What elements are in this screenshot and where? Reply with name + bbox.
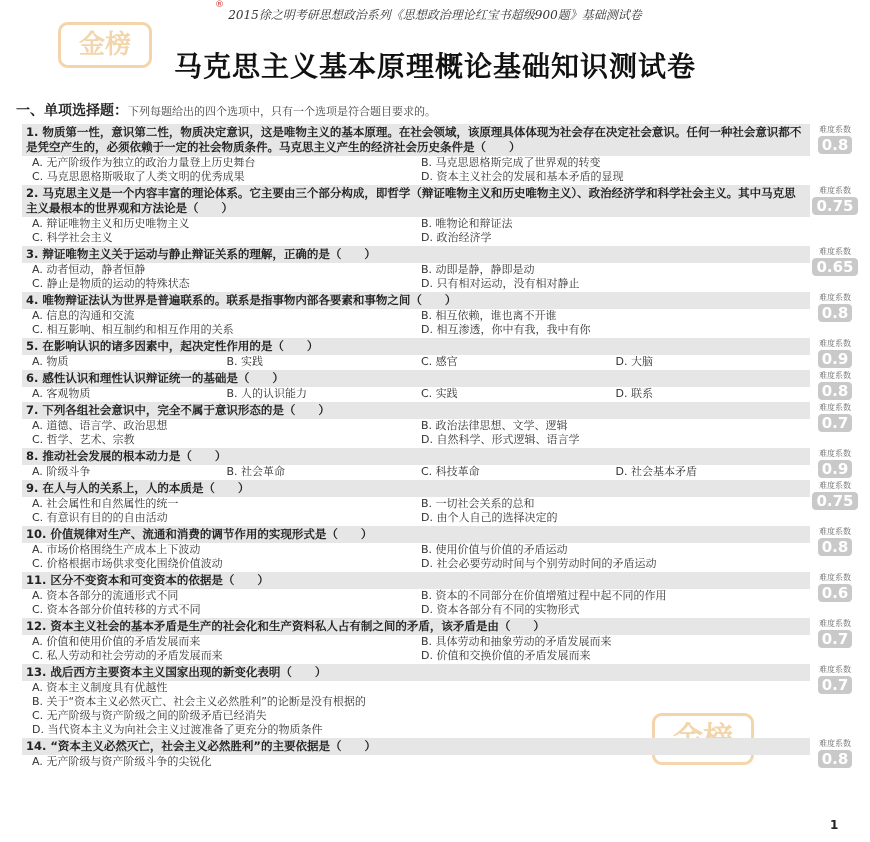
difficulty-label: 难度系数 — [819, 403, 851, 412]
option-c: C. 私人劳动和社会劳动的矛盾发展而来 — [32, 649, 223, 662]
difficulty-label: 难度系数 — [819, 739, 851, 748]
page-title: 马克思主义基本原理概论基础知识测试卷 — [173, 50, 696, 83]
difficulty-badge — [812, 292, 858, 322]
difficulty-badge — [812, 526, 858, 556]
options-group — [22, 217, 810, 245]
question-item — [22, 618, 858, 663]
question-text: 5. 在影响认识的诸多因素中，起决定性作用的是（ ） — [22, 338, 810, 355]
option-b: B. 动即是静，静即是动 — [421, 263, 535, 276]
option-a: A. 资本主义制度具有优越性 — [32, 681, 168, 694]
option-b: B. 实践 — [226, 355, 264, 368]
option-b: B. 政治法律思想、文学、逻辑 — [421, 419, 568, 432]
option-d: D. 只有相对运动，没有相对静止 — [421, 277, 580, 290]
difficulty-value: 0.7 — [818, 630, 853, 648]
difficulty-value: 0.7 — [818, 676, 853, 694]
options-group — [22, 681, 810, 737]
option-a: A. 无产阶级与资产阶级斗争的尖锐化 — [32, 755, 212, 768]
difficulty-value: 0.8 — [818, 382, 853, 400]
options-group — [22, 355, 810, 369]
jinbang-stamp-logo: 金榜 — [58, 22, 152, 68]
option-b: B. 一切社会关系的总和 — [421, 497, 535, 510]
difficulty-badge — [812, 618, 858, 648]
question-item — [22, 338, 858, 369]
option-a: A. 社会属性和自然属性的统一 — [32, 497, 179, 510]
question-item — [22, 292, 858, 337]
option-d: D. 联系 — [615, 387, 653, 400]
question-item — [22, 402, 858, 447]
difficulty-label: 难度系数 — [819, 247, 851, 256]
difficulty-value: 0.65 — [812, 258, 857, 276]
option-b: B. 关于“资本主义必然灭亡、社会主义必然胜利”的论断是没有根据的 — [32, 695, 366, 708]
option-a: A. 阶级斗争 — [32, 465, 91, 478]
question-text: 9. 在人与人的关系上，人的本质是（ ） — [22, 480, 810, 497]
option-c: C. 哲学、艺术、宗教 — [32, 433, 135, 446]
difficulty-label: 难度系数 — [819, 449, 851, 458]
section-heading — [16, 100, 436, 120]
difficulty-badge — [812, 448, 858, 478]
difficulty-value: 0.6 — [818, 584, 853, 602]
difficulty-label: 难度系数 — [819, 293, 851, 302]
option-a: A. 物质 — [32, 355, 69, 368]
options-group — [22, 589, 810, 617]
option-c: C. 马克思恩格斯吸取了人类文明的优秀成果 — [32, 170, 245, 183]
options-group — [22, 497, 810, 525]
options-group — [22, 263, 810, 291]
question-item — [22, 448, 858, 479]
section-heading-label: 一、单项选择题： — [16, 103, 128, 119]
option-a: A. 资本各部分的流通形式不同 — [32, 589, 179, 602]
difficulty-badge — [812, 402, 858, 432]
option-c: C. 静止是物质的运动的特殊状态 — [32, 277, 190, 290]
option-a: A. 辩证唯物主义和历史唯物主义 — [32, 217, 190, 230]
difficulty-label: 难度系数 — [819, 619, 851, 628]
option-a: A. 道德、语言学、政治思想 — [32, 419, 168, 432]
question-item — [22, 664, 858, 737]
options-group — [22, 419, 810, 447]
question-text: 12. 资本主义社会的基本矛盾是生产的社会化和生产资料私人占有制之间的矛盾，该矛盾是由（ ） — [22, 618, 810, 635]
option-b: B. 具体劳动和抽象劳动的矛盾发展而来 — [421, 635, 612, 648]
option-a: A. 市场价格围绕生产成本上下波动 — [32, 543, 201, 556]
option-b: B. 人的认识能力 — [226, 387, 308, 400]
question-text: 14. “资本主义必然灭亡，社会主义必然胜利”的主要依据是（ ） — [22, 738, 810, 755]
options-group — [22, 465, 810, 479]
difficulty-value: 0.75 — [812, 197, 857, 215]
option-a: A. 价值和使用价值的矛盾发展而来 — [32, 635, 201, 648]
difficulty-label: 难度系数 — [819, 186, 851, 195]
option-d: D. 价值和交换价值的矛盾发展而来 — [421, 649, 591, 662]
option-c: C. 科技革命 — [421, 465, 480, 478]
difficulty-label: 难度系数 — [819, 371, 851, 380]
difficulty-label: 难度系数 — [819, 339, 851, 348]
question-item — [22, 124, 858, 184]
question-item — [22, 246, 858, 291]
difficulty-badge — [812, 124, 858, 154]
difficulty-badge — [812, 738, 858, 768]
difficulty-badge — [812, 664, 858, 694]
question-text: 7. 下列各组社会意识中，完全不属于意识形态的是（ ） — [22, 402, 810, 419]
option-b: B. 资本的不同部分在价值增殖过程中起不同的作用 — [421, 589, 667, 602]
difficulty-value: 0.8 — [818, 136, 853, 154]
option-c: C. 无产阶级与资产阶级之间的阶级矛盾已经消失 — [32, 709, 267, 722]
option-d: D. 社会必要劳动时间与个别劳动时间的矛盾运动 — [421, 557, 657, 570]
option-c: C. 有意识有目的的自由活动 — [32, 511, 168, 524]
registered-mark: ® — [215, 0, 224, 10]
difficulty-label: 难度系数 — [819, 573, 851, 582]
option-d: D. 当代资本主义为向社会主义过渡准备了更充分的物质条件 — [32, 723, 323, 736]
option-d: D. 相互渗透，你中有我，我中有你 — [421, 323, 591, 336]
option-a: A. 信息的沟通和交流 — [32, 309, 135, 322]
question-item — [22, 738, 858, 769]
difficulty-label: 难度系数 — [819, 665, 851, 674]
question-item — [22, 526, 858, 571]
option-d: D. 社会基本矛盾 — [615, 465, 697, 478]
page-number: 1 — [830, 818, 839, 832]
difficulty-badge — [812, 338, 858, 368]
options-group — [22, 755, 810, 769]
option-d: D. 自然科学、形式逻辑、语言学 — [421, 433, 580, 446]
difficulty-badge — [812, 246, 858, 276]
question-text: 13. 战后西方主要资本主义国家出现的新变化表明（ ） — [22, 664, 810, 681]
option-d: D. 资本主义社会的发展和基本矛盾的显现 — [421, 170, 624, 183]
question-text: 11. 区分不变资本和可变资本的依据是（ ） — [22, 572, 810, 589]
question-list — [22, 124, 858, 770]
option-c: C. 资本各部分价值转移的方式不同 — [32, 603, 201, 616]
option-d: D. 大脑 — [615, 355, 653, 368]
difficulty-label: 难度系数 — [819, 125, 851, 134]
option-c: C. 感官 — [421, 355, 458, 368]
question-text: 2. 马克思主义是一个内容丰富的理论体系。它主要由三个部分构成，即哲学（辩证唯物主义和历史唯物主义）、政治经济学和科学社会主义。其中马克思主义最根本的世界观和方法论是（ ） — [22, 185, 810, 217]
question-item — [22, 185, 858, 245]
difficulty-value: 0.8 — [818, 538, 853, 556]
option-b: B. 社会革命 — [226, 465, 286, 478]
section-instruction: 下列每题给出的四个选项中，只有一个选项是符合题目要求的。 — [128, 105, 436, 118]
difficulty-value: 0.7 — [818, 414, 853, 432]
difficulty-badge — [812, 370, 858, 400]
option-a: A. 无产阶级作为独立的政治力量登上历史舞台 — [32, 156, 256, 169]
difficulty-value: 0.8 — [818, 304, 853, 322]
difficulty-value: 0.8 — [818, 750, 853, 768]
question-item — [22, 370, 858, 401]
options-group — [22, 635, 810, 663]
option-c: C. 科学社会主义 — [32, 231, 113, 244]
option-c: C. 实践 — [421, 387, 458, 400]
option-b: B. 使用价值与价值的矛盾运动 — [421, 543, 568, 556]
question-text: 4. 唯物辩证法认为世界是普遍联系的。联系是指事物内部各要素和事物之间（ ） — [22, 292, 810, 309]
difficulty-label: 难度系数 — [819, 527, 851, 536]
difficulty-value: 0.9 — [818, 350, 853, 368]
question-text: 8. 推动社会发展的根本动力是（ ） — [22, 448, 810, 465]
difficulty-value: 0.75 — [812, 492, 857, 510]
options-group — [22, 309, 810, 337]
question-text: 1. 物质第一性，意识第二性，物质决定意识，这是唯物主义的基本原理。在社会领域，该原理具体体现为社会存在决定社会意识。任何一种社会意识都不是凭空产生的，必须依赖于一定的社会物质条件。马克思主义产生的经济社会历史条件是（ ） — [22, 124, 810, 156]
option-a: A. 动者恒动，静者恒静 — [32, 263, 146, 276]
difficulty-badge — [812, 185, 858, 215]
difficulty-label: 难度系数 — [819, 481, 851, 490]
option-a: A. 客观物质 — [32, 387, 91, 400]
option-c: C. 相互影响、相互制约和相互作用的关系 — [32, 323, 234, 336]
options-group — [22, 156, 810, 184]
option-b: B. 唯物论和辩证法 — [421, 217, 513, 230]
question-item — [22, 572, 858, 617]
options-group — [22, 543, 810, 571]
option-b: B. 相互依赖，谁也离不开谁 — [421, 309, 557, 322]
question-text: 10. 价值规律对生产、流通和消费的调节作用的实现形式是（ ） — [22, 526, 810, 543]
option-c: C. 价格根据市场供求变化围绕价值波动 — [32, 557, 223, 570]
question-text: 3. 辩证唯物主义关于运动与静止辩证关系的理解，正确的是（ ） — [22, 246, 810, 263]
difficulty-badge — [812, 572, 858, 602]
question-item — [22, 480, 858, 525]
difficulty-badge — [812, 480, 858, 510]
difficulty-value: 0.9 — [818, 460, 853, 478]
option-d: D. 政治经济学 — [421, 231, 492, 244]
question-text: 6. 感性认识和理性认识辩证统一的基础是（ ） — [22, 370, 810, 387]
series-header: 2015徐之明考研思想政治系列《思想政治理论红宝书超级900题》基础测试卷 — [228, 8, 642, 22]
options-group — [22, 387, 810, 401]
option-b: B. 马克思恩格斯完成了世界观的转变 — [421, 156, 601, 169]
option-d: D. 资本各部分有不同的实物形式 — [421, 603, 580, 616]
option-d: D. 由个人自己的选择决定的 — [421, 511, 558, 524]
